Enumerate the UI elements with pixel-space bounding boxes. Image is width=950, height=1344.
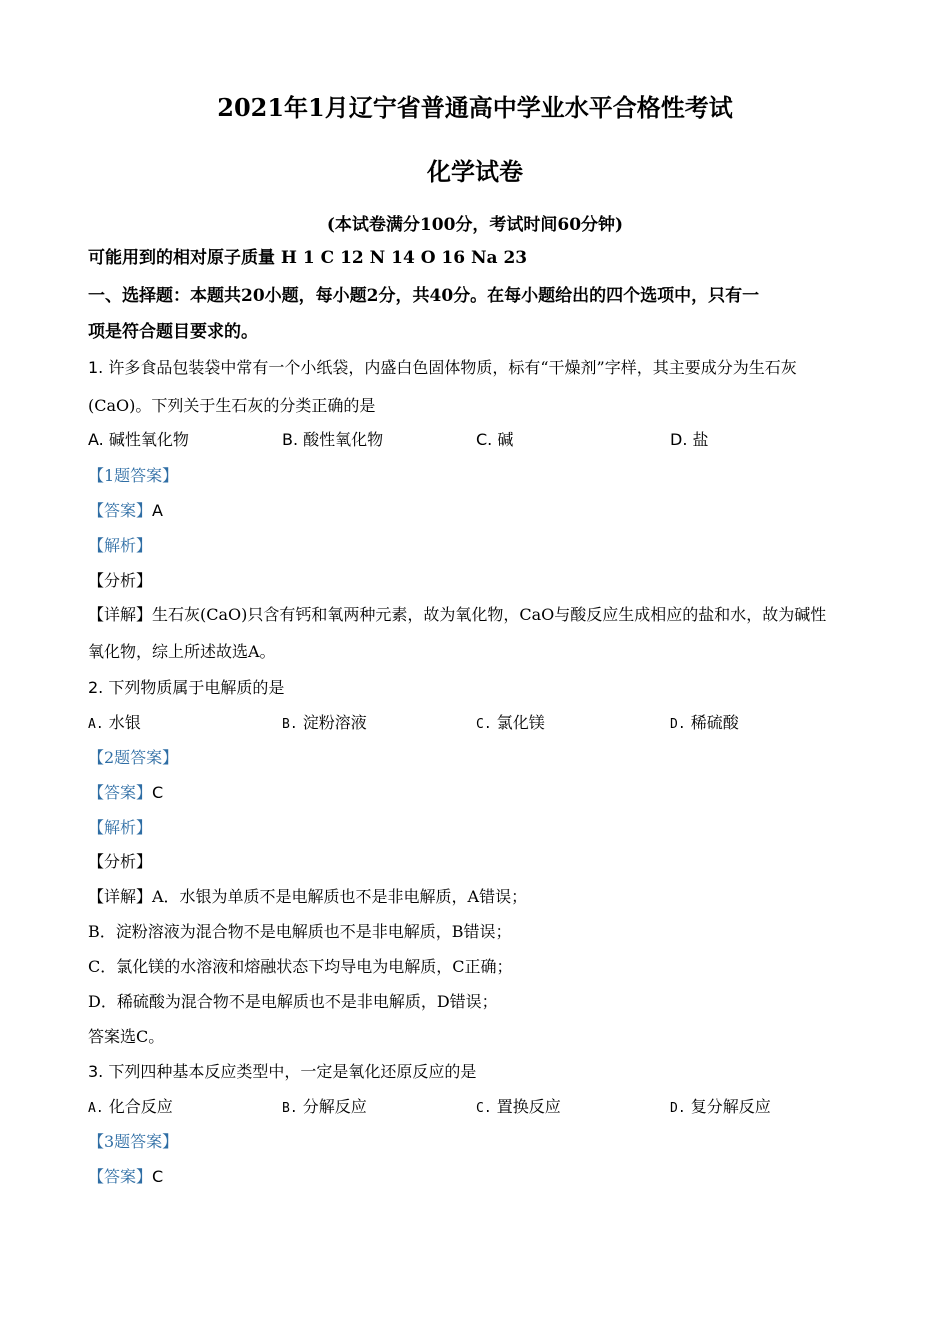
q2-stem	[88, 678, 284, 698]
q1-option-b-label: B.	[282, 430, 299, 449]
q1-option-a	[88, 430, 189, 450]
q3-option-a-label: A.	[88, 1101, 104, 1116]
q1-answer	[88, 501, 163, 521]
q1-answer-header: 【1题答案】	[88, 466, 179, 485]
q1-option-b-text: 酸性氧化物	[298, 430, 384, 449]
section1-instructions-line2: 项是符合题目要求的。	[88, 322, 258, 342]
exam-note: (本试卷满分100分，考试时间60分钟)	[326, 215, 624, 235]
q1-number: 1.	[88, 358, 104, 377]
q1-analysis-tag: 【解析】	[88, 536, 153, 555]
q2-option-c-text: 氯化镁	[491, 713, 545, 732]
q3-answer-header: 【3题答案】	[88, 1132, 179, 1151]
q3-stem-text: 下列四种基本反应类型中，一定是氧化还原反应的是	[103, 1062, 477, 1081]
atomic-masses: 可能用到的相对原子质量 H 1 C 12 N 14 O 16 Na 23	[88, 248, 528, 268]
q2-option-d-label: D.	[670, 717, 686, 732]
q2-option-b-label: B.	[282, 717, 298, 732]
q2-fenxi: 【分析】	[88, 852, 153, 871]
q3-option-c	[476, 1097, 561, 1119]
q2-answer-tag: 【答案】	[88, 783, 153, 802]
q2-option-c-label: C.	[476, 717, 492, 732]
q3-option-c-text: 置换反应	[491, 1097, 561, 1116]
q1-option-b	[282, 430, 383, 450]
q2-answer-value: C	[152, 783, 164, 802]
q1-option-d	[670, 430, 709, 450]
q2-stem-text: 下列物质属于电解质的是	[103, 678, 285, 697]
q3-answer-value: C	[152, 1167, 164, 1186]
q1-detail-line2: 氧化物，综上所述故选A。	[88, 642, 276, 661]
q2-option-b-text: 淀粉溶液	[297, 713, 367, 732]
q1-option-c-text: 碱	[492, 430, 514, 449]
q2-conclusion: 答案选C。	[88, 1027, 165, 1046]
q2-answer	[88, 783, 163, 803]
q1-answer-tag: 【答案】	[88, 501, 153, 520]
q2-detail-c: C．氯化镁的水溶液和熔融状态下均导电为电解质，C正确；	[88, 957, 513, 976]
q3-option-d-label: D.	[670, 1101, 686, 1116]
q1-option-d-label: D.	[670, 430, 688, 449]
exam-title: 2021年1月辽宁省普通高中学业水平合格性考试	[217, 93, 733, 122]
q3-number: 3.	[88, 1062, 104, 1081]
q3-option-d-text: 复分解反应	[685, 1097, 771, 1116]
q3-option-d	[670, 1097, 771, 1119]
q3-option-b-label: B.	[282, 1101, 298, 1116]
q2-option-a	[88, 713, 141, 735]
q1-answer-value: A	[152, 501, 163, 520]
q1-option-a-text: 碱性氧化物	[103, 430, 189, 449]
q2-analysis-tag: 【解析】	[88, 818, 153, 837]
q1-option-c	[476, 430, 513, 450]
q1-option-a-label: A.	[88, 430, 104, 449]
q2-option-b	[282, 713, 367, 735]
q1-detail-line1: 【详解】生石灰(CaO)只含有钙和氧两种元素，故为氧化物，CaO与酸反应生成相应的盐和水，故为碱性	[88, 605, 827, 624]
q2-detail-b: B．淀粉溶液为混合物不是电解质也不是非电解质，B错误；	[88, 922, 512, 941]
q3-option-a-text: 化合反应	[103, 1097, 173, 1116]
q2-number: 2.	[88, 678, 104, 697]
q1-fenxi: 【分析】	[88, 571, 153, 590]
q2-detail-d: D．稀硫酸为混合物不是电解质也不是非电解质，D错误；	[88, 992, 498, 1011]
q1-stem-line1	[88, 358, 797, 378]
q3-option-b-text: 分解反应	[297, 1097, 367, 1116]
q2-option-a-label: A.	[88, 717, 104, 732]
q3-stem	[88, 1062, 476, 1082]
q3-answer-tag: 【答案】	[88, 1167, 153, 1186]
q2-answer-header: 【2题答案】	[88, 748, 179, 767]
q2-option-d-text: 稀硫酸	[685, 713, 739, 732]
q3-answer	[88, 1167, 163, 1187]
q2-option-c	[476, 713, 545, 735]
q2-option-d	[670, 713, 739, 735]
section1-instructions-line1: 一、选择题：本题共20小题，每小题2分，共40分。在每小题给出的四个选项中，只有一	[88, 286, 760, 306]
q1-option-c-label: C.	[476, 430, 493, 449]
q1-option-d-text: 盐	[687, 430, 709, 449]
q1-stem-text: 许多食品包装袋中常有一个小纸袋，内盛白色固体物质，标有“干燥剂”字样，其主要成分为生石灰	[103, 358, 797, 377]
q2-detail-a: 【详解】A．水银为单质不是电解质也不是非电解质，A错误；	[88, 887, 528, 906]
q3-option-b	[282, 1097, 367, 1119]
q3-option-c-label: C.	[476, 1101, 492, 1116]
q2-option-a-text: 水银	[103, 713, 141, 732]
exam-subtitle: 化学试卷	[427, 157, 523, 186]
q3-option-a	[88, 1097, 173, 1119]
q1-stem-line2: (CaO)。下列关于生石灰的分类正确的是	[88, 396, 376, 415]
